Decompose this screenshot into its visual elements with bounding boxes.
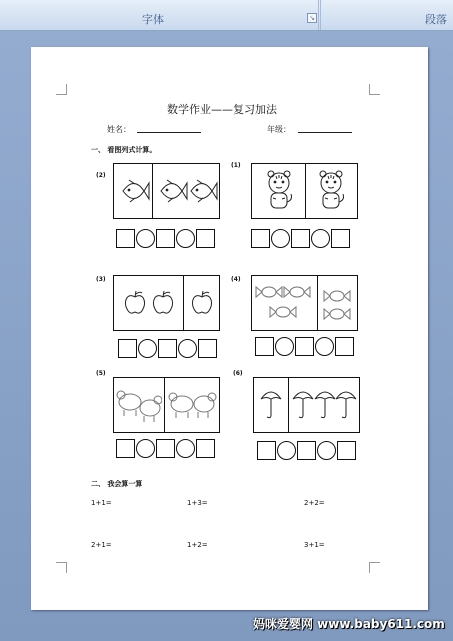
answer-box[interactable] <box>337 441 356 460</box>
page-title: 数学作业——复习加法 <box>167 103 277 116</box>
answer-row <box>255 337 355 356</box>
candy-icon <box>320 284 354 324</box>
name-blank[interactable] <box>137 132 201 133</box>
answer-box[interactable] <box>196 439 215 458</box>
apple-picture <box>113 275 220 331</box>
answer-box[interactable] <box>198 339 217 358</box>
equation: 2+2= <box>304 499 325 507</box>
ribbon <box>0 0 453 31</box>
name-label: 姓名： <box>107 125 131 134</box>
equals-circle[interactable] <box>176 229 195 248</box>
fish-picture <box>113 163 220 219</box>
answer-box[interactable] <box>251 229 270 248</box>
candy-picture <box>251 275 358 331</box>
equation: 1+2= <box>187 541 208 549</box>
answer-box[interactable] <box>295 337 314 356</box>
fish-icon <box>120 174 150 208</box>
answer-row <box>257 441 357 460</box>
answer-box[interactable] <box>156 439 175 458</box>
answer-box[interactable] <box>156 229 175 248</box>
watermark: 妈咪爱婴网 www.baby611.com <box>253 617 445 631</box>
crop-mark <box>369 84 380 95</box>
operator-circle[interactable] <box>277 441 296 460</box>
answer-box[interactable] <box>116 229 135 248</box>
equals-circle[interactable] <box>317 441 336 460</box>
equals-circle[interactable] <box>311 229 330 248</box>
problem-number: (5) <box>96 370 106 377</box>
grade-label: 年级： <box>267 125 291 134</box>
problem-number: (6) <box>233 370 243 377</box>
operator-circle[interactable] <box>271 229 290 248</box>
operator-circle[interactable] <box>138 339 157 358</box>
equals-circle[interactable] <box>315 337 334 356</box>
answer-box[interactable] <box>257 441 276 460</box>
umbrella-picture <box>253 377 360 433</box>
crop-mark <box>369 562 380 573</box>
operator-circle[interactable] <box>136 439 155 458</box>
equation: 3+1= <box>304 541 325 549</box>
apple-icon <box>123 290 147 316</box>
equation: 2+1= <box>91 541 112 549</box>
tiger-icon <box>316 170 346 212</box>
section-1-heading: 一、 看图列式计算。 <box>91 146 157 154</box>
candy-icon <box>255 280 315 326</box>
problem-number: (1) <box>231 162 241 169</box>
answer-row <box>251 229 351 248</box>
answer-box[interactable] <box>196 229 215 248</box>
grade-blank[interactable] <box>298 132 352 133</box>
answer-box[interactable] <box>291 229 310 248</box>
umbrella-icon <box>314 388 336 420</box>
operator-circle[interactable] <box>136 229 155 248</box>
sheep-icon <box>116 386 162 426</box>
tiger-picture <box>251 163 358 219</box>
apple-icon <box>151 290 175 316</box>
answer-box[interactable] <box>118 339 137 358</box>
umbrella-icon <box>260 388 282 420</box>
paragraph-group-label: 段落 <box>425 13 447 26</box>
equals-circle[interactable] <box>178 339 197 358</box>
apple-icon <box>190 290 214 316</box>
answer-box[interactable] <box>116 439 135 458</box>
font-group <box>0 0 319 30</box>
tiger-icon <box>264 170 294 212</box>
dialog-launcher-icon[interactable]: ↘ <box>307 13 317 23</box>
equation: 1+1= <box>91 499 112 507</box>
problem-number: (4) <box>231 276 241 283</box>
answer-row <box>116 229 216 248</box>
sheep-icon <box>167 386 217 426</box>
umbrella-icon <box>292 388 314 420</box>
answer-row <box>118 339 218 358</box>
answer-box[interactable] <box>297 441 316 460</box>
section-2-heading: 二、 我会算一算 <box>91 480 143 488</box>
document-page[interactable] <box>31 47 428 610</box>
font-group-label: 字体 <box>142 13 164 26</box>
answer-row <box>116 439 216 458</box>
equals-circle[interactable] <box>176 439 195 458</box>
fish-icon <box>158 174 188 208</box>
answer-box[interactable] <box>158 339 177 358</box>
sheep-picture <box>113 377 220 433</box>
problem-number: (3) <box>96 276 106 283</box>
crop-mark <box>56 562 67 573</box>
umbrella-icon <box>335 388 357 420</box>
answer-box[interactable] <box>331 229 350 248</box>
equation: 1+3= <box>187 499 208 507</box>
operator-circle[interactable] <box>275 337 294 356</box>
fish-icon <box>188 174 218 208</box>
problem-number: (2) <box>96 172 106 179</box>
crop-mark <box>56 84 67 95</box>
paragraph-group <box>320 0 453 30</box>
answer-box[interactable] <box>255 337 274 356</box>
answer-box[interactable] <box>335 337 354 356</box>
